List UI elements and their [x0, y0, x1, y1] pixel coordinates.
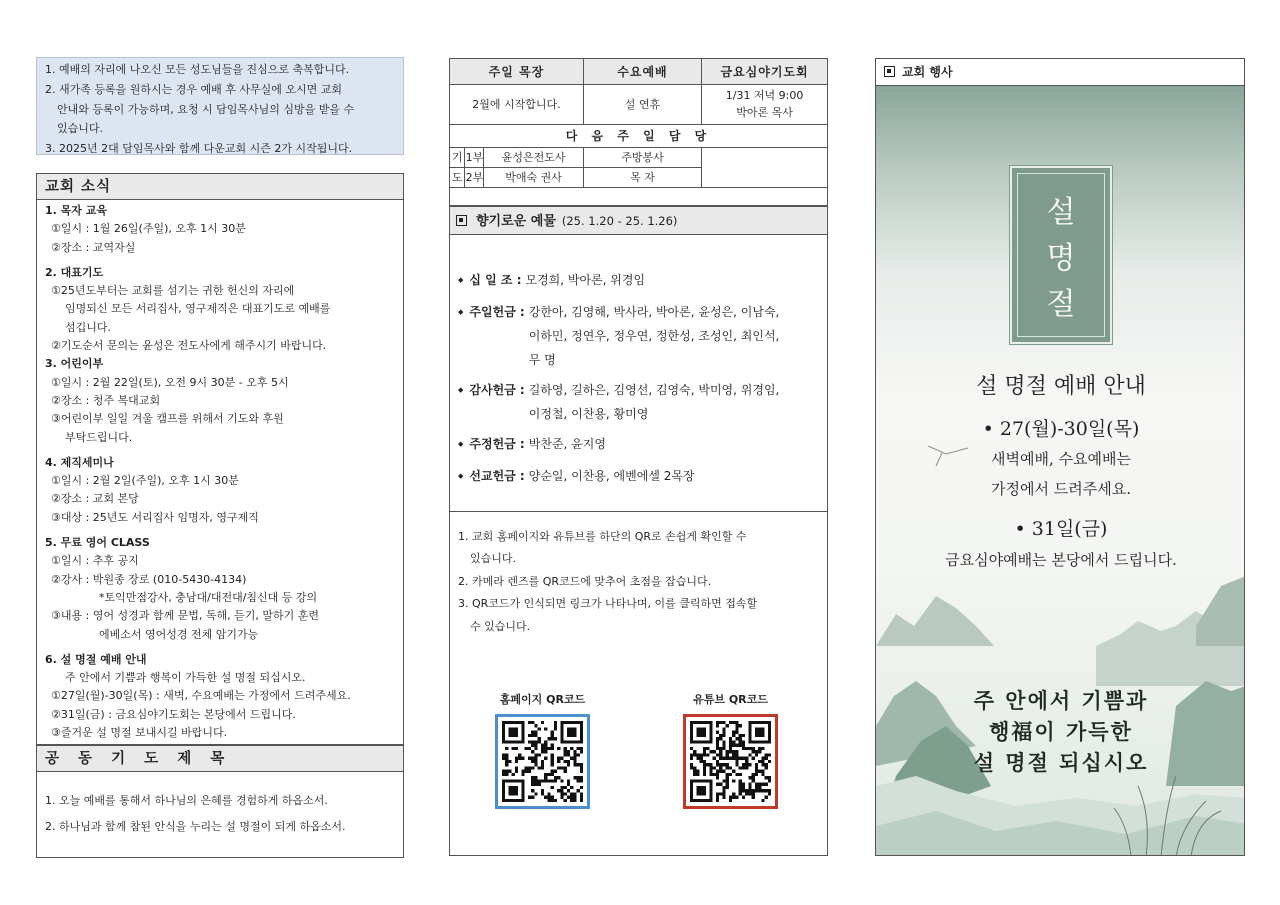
homepage-qr-label: 홈페이지 QR코드 [499, 693, 586, 706]
part-1: 1부 [465, 147, 484, 167]
square-bullet-icon [884, 66, 895, 77]
event-detail-2: 가정에서 드려주세요. [991, 480, 1131, 498]
friday-prayer-time: 1/31 저녁 9:00 [725, 89, 804, 102]
homepage-qr-code[interactable] [495, 714, 590, 809]
closing-line: 행福이 가득한 [989, 720, 1133, 744]
offering-label: ◆ 주일헌금 : [458, 300, 525, 372]
qr-guide-line: 1. 교회 홈페이지와 유튜브를 하단의 QR로 손쉽게 확인할 수 [458, 529, 747, 543]
offering-row [458, 432, 821, 458]
offering-row [458, 268, 821, 294]
church-event-title: 교회 행사 [902, 65, 953, 79]
event-detail-1: 새벽예배, 수요예배는 [991, 450, 1131, 468]
offering-row [458, 378, 821, 426]
youtube-qr[interactable] [683, 691, 778, 809]
offering-row [458, 464, 821, 490]
offering-header [450, 206, 827, 235]
notice-line: 있습니다. [57, 122, 104, 136]
youtube-qr-label: 유튜브 QR코드 [693, 693, 768, 706]
common-prayer-body [37, 772, 403, 840]
header-sunday-mokjang: 주일 목장 [450, 59, 583, 84]
service-mokja: 목 자 [583, 167, 701, 187]
news-item-line: ②강사 : 박원종 장로 (010-5430-4134) [51, 572, 247, 586]
news-item-line: ①25년도부터는 교회를 섬기는 귀한 헌신의 자리에 [51, 284, 295, 298]
qr-guide-line: 2. 카메라 렌즈를 QR코드에 맞추어 초점을 잡습니다. [458, 574, 712, 588]
event-title: 설 명절 예배 안내 [976, 374, 1146, 399]
notice-line: 안내와 등록이 가능하며, 요청 시 담임목사님의 심방을 받을 수 [57, 102, 355, 116]
news-item-line: ①일시 : 추후 공지 [51, 554, 139, 568]
youtube-qr-code[interactable] [683, 714, 778, 809]
news-item-line: ①일시 : 2월 22일(토), 오전 9시 30분 - 오후 5시 [51, 375, 289, 389]
common-prayer-section [36, 745, 404, 858]
prayer-item: 2. 하나님과 함께 참된 안식을 누리는 설 명절이 되게 하옵소서. [45, 820, 346, 833]
friday-prayer-leader: 박아론 목사 [736, 106, 793, 119]
welcome-notices [36, 57, 404, 155]
sunday-mokjang-value: 2월에 시작합니다. [450, 84, 583, 124]
offering-label: ◆ 주정헌금 : [458, 432, 525, 458]
empty-row [450, 187, 827, 205]
event-closing-message [876, 686, 1245, 779]
event-detail-3: 금요심야예배는 본당에서 드립니다. [945, 551, 1177, 569]
offering-row [458, 300, 821, 372]
closing-line: 설 명절 되십시오 [973, 751, 1149, 775]
offering-label: ◆ 선교헌금 : [458, 464, 525, 490]
service-kitchen: 주방봉사 [583, 147, 701, 167]
prayer-item: 1. 오늘 예배를 통해서 하나님의 은혜를 경험하게 하옵소서. [45, 794, 328, 807]
news-item-line: ②기도순서 문의는 윤성은 전도사에게 해주시기 바랍니다. [51, 339, 327, 353]
qr-guide-line: 수 있습니다. [470, 619, 531, 633]
duty-table [450, 59, 827, 206]
lunar-new-year-poster [876, 86, 1245, 856]
news-item-title: 4. 제직세미나 [45, 455, 114, 469]
offering-names: 무 명 [528, 352, 556, 367]
offering-list [450, 235, 827, 512]
news-item-line: 섬깁니다. [65, 320, 112, 334]
church-news-section [36, 173, 404, 745]
next-sunday-title: 다 음 주 일 담 당 [450, 124, 827, 147]
prayer-label-do: 도 [450, 167, 465, 187]
seollal-banner [1010, 166, 1112, 344]
news-item-line: ①일시 : 2월 2일(주일), 오후 1시 30분 [51, 474, 239, 488]
part-2: 2부 [465, 167, 484, 187]
church-news-title: 교회 소식 [37, 174, 403, 200]
leader-part-1: 윤성은전도사 [484, 147, 583, 167]
offering-names: 길하영, 길하은, 김영선, 김영숙, 박미영, 위경임, [528, 382, 780, 397]
news-item-line: ②31일(금) : 금요심야기도회는 본당에서 드립니다. [51, 707, 296, 721]
news-item-line: ②장소 : 청주 복대교회 [51, 393, 161, 407]
offering-label: ◆ 감사헌금 : [458, 378, 525, 426]
news-item-line: 주 안에서 기쁨과 행복이 가득한 설 명절 되십시오. [65, 671, 306, 685]
news-item-line: ③대상 : 25년도 서리집사 임명자, 영구제직 [51, 510, 259, 524]
news-item-title: 6. 설 명절 예배 안내 [45, 652, 147, 666]
church-event-section [875, 58, 1245, 856]
notice-line: 2. 새가족 등록을 원하시는 경우 예배 후 사무실에 오시면 교회 [45, 82, 342, 96]
closing-line: 주 안에서 기쁨과 [973, 689, 1149, 713]
offering-names: 이하민, 정연우, 정우연, 정한성, 조성인, 최인석, [528, 328, 780, 343]
offering-label: ◆ 십 일 조 : [458, 268, 522, 294]
news-item-line: ③어린이부 일일 겨울 캠프를 위해서 기도와 후원 [51, 412, 284, 426]
offering-names: 이정철, 이찬용, 황미영 [528, 406, 649, 421]
offering-names: 강한아, 김영해, 박사라, 박아론, 윤성은, 이남숙, [528, 304, 780, 319]
news-item-line: ①일시 : 1월 26일(주일), 오후 1시 30분 [51, 222, 246, 236]
news-item-line: ③내용 : 영어 성경과 함께 문법, 독해, 듣기, 말하기 훈련 [51, 609, 320, 623]
qr-guide-line: 있습니다. [470, 552, 517, 565]
header-wednesday-service: 수요예배 [583, 59, 701, 84]
news-item-line: *토익만점강사, 충남대/대전대/침신대 등 강의 [99, 590, 318, 604]
banner-char: 절 [1046, 287, 1076, 322]
news-item-line: 부탁드립니다. [65, 430, 133, 444]
banner-char: 명 [1046, 241, 1076, 276]
offering-period: (25. 1.20 - 25. 1.26) [561, 213, 678, 228]
notice-line: 1. 예배의 자리에 나오신 모든 성도님들을 진심으로 축복합니다. [45, 63, 350, 76]
homepage-qr[interactable] [495, 691, 590, 809]
header-friday-prayer: 금요심야기도회 [702, 59, 827, 84]
prayer-label-gi: 기 [450, 147, 465, 167]
leader-part-2: 박애숙 권사 [484, 167, 583, 187]
offering-title: 향기로운 예물 [476, 213, 556, 229]
news-item-line: ③즐거운 설 명절 보내시길 바랍니다. [51, 726, 228, 740]
church-news-body [37, 200, 403, 742]
common-prayer-title: 공 동 기 도 제 목 [37, 746, 403, 772]
news-item-title: 5. 무료 영어 CLASS [45, 536, 150, 550]
friday-prayer-value [702, 84, 827, 124]
news-item-title: 2. 대표기도 [45, 265, 104, 279]
church-event-header [876, 59, 1244, 86]
news-item-line: 에베소서 영어성경 전체 암기가능 [99, 627, 259, 641]
square-bullet-icon [456, 215, 467, 226]
news-item-line: ②장소 : 교역자실 [51, 240, 136, 254]
qr-guide [450, 512, 827, 639]
event-date-1: • 27(월)-30일(목) [982, 418, 1140, 440]
news-item-line: 임명되신 모든 서리집사, 영구제직은 대표기도로 예배를 [65, 302, 331, 316]
news-item-title: 1. 목자 교육 [45, 204, 107, 217]
news-item-line: ②장소 : 교회 본당 [51, 492, 139, 506]
empty-cell [702, 147, 827, 187]
banner-char: 설 [1046, 195, 1076, 230]
qr-guide-line: 3. QR코드가 인식되면 링크가 나타나며, 이를 클릭하면 접속할 [458, 597, 758, 610]
wednesday-service-value: 설 연휴 [583, 84, 701, 124]
offering-names: 모경희, 박아론, 위경임 [525, 272, 646, 287]
offering-names: 박찬준, 윤지영 [528, 436, 606, 451]
offering-names: 양순일, 이찬용, 에벤에셀 2목장 [528, 468, 695, 483]
event-date-2: • 31일(금) [1014, 518, 1108, 540]
notice-line: 3. 2025년 2대 담임목사와 함께 다운교회 시즌 2가 시작됩니다. [45, 142, 353, 156]
news-item-title: 3. 어린이부 [45, 357, 104, 371]
news-item-line: ①27일(월)-30일(목) : 새벽, 수요예배는 가정에서 드려주세요. [51, 689, 351, 703]
middle-column [449, 58, 828, 856]
